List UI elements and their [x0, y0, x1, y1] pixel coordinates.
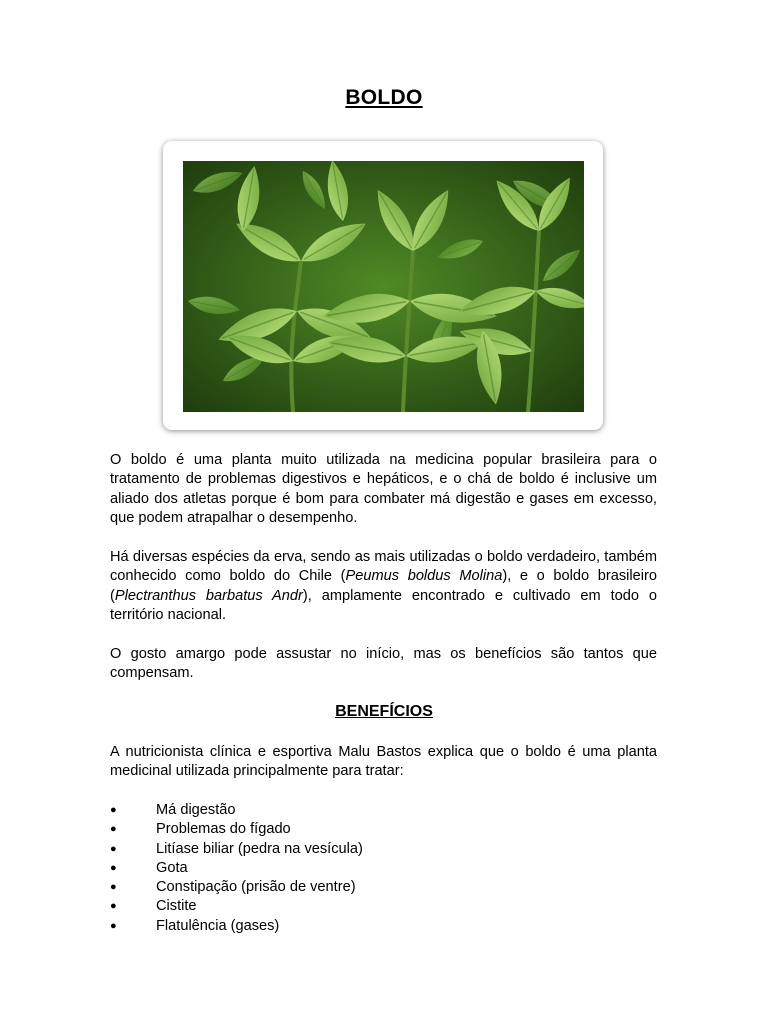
- benefit-label: Constipação (prisão de ventre): [156, 879, 356, 896]
- bullet-icon: ●: [110, 881, 117, 894]
- list-item: [110, 820, 363, 839]
- benefit-label: Problemas do fígado: [156, 821, 291, 838]
- document-title: BOLDO: [345, 86, 423, 109]
- benefits-list: [110, 801, 363, 936]
- boldo-photo-frame: [163, 141, 603, 430]
- benefit-label: Gota: [156, 859, 188, 876]
- section-title-beneficios: BENEFÍCIOS: [335, 703, 433, 720]
- boldo-plant-image: [183, 161, 584, 412]
- species-text-3: ), amplamente encontrado e cultivado em todo o território nacional.: [110, 587, 657, 624]
- list-item: [110, 840, 363, 859]
- list-item: [110, 801, 363, 820]
- benefit-label: Má digestão: [156, 802, 236, 818]
- benefit-label: Litíase biliar (pedra na vesícula): [156, 840, 363, 857]
- list-item: [110, 917, 363, 936]
- species-paragraph: [110, 548, 657, 626]
- species-text-1: Há diversas espécies da erva, sendo as mais utilizadas o boldo verdadeiro, também conhecido como boldo do Chile (: [110, 549, 657, 585]
- species-name-peumus: Peumus boldus Molina: [345, 568, 503, 585]
- bullet-icon: ●: [110, 804, 117, 816]
- bullet-icon: ●: [110, 861, 117, 874]
- intro-paragraph: O boldo é uma planta muito utilizada na medicina popular brasileira para o tratamento de problemas digestivos e hepáticos, e o chá de boldo é inclusive um aliado dos atletas porque é bom para combater má digestão e gases em excesso, que podem atrapalhar o desempenho.: [110, 452, 657, 527]
- benefit-label: Cistite: [156, 898, 197, 915]
- bullet-icon: ●: [110, 919, 117, 932]
- bullet-icon: ●: [110, 842, 117, 855]
- bullet-icon: ●: [110, 823, 117, 836]
- species-text-2: ), e o boldo brasileiro (: [110, 568, 657, 604]
- bullet-icon: ●: [110, 900, 117, 913]
- taste-paragraph: O gosto amargo pode assustar no início, mas os benefícios são tantos que compensam.: [110, 646, 657, 682]
- species-name-plectranthus: Plectranthus barbatus Andr: [114, 587, 303, 604]
- nutritionist-paragraph: A nutricionista clínica e esportiva Malu Bastos explica que o boldo é uma planta medicinal utilizada principalmente para tratar:: [110, 744, 657, 780]
- benefit-label: Flatulência (gases): [156, 917, 280, 934]
- list-item: [110, 897, 363, 916]
- list-item: [110, 878, 363, 897]
- list-item: [110, 859, 363, 878]
